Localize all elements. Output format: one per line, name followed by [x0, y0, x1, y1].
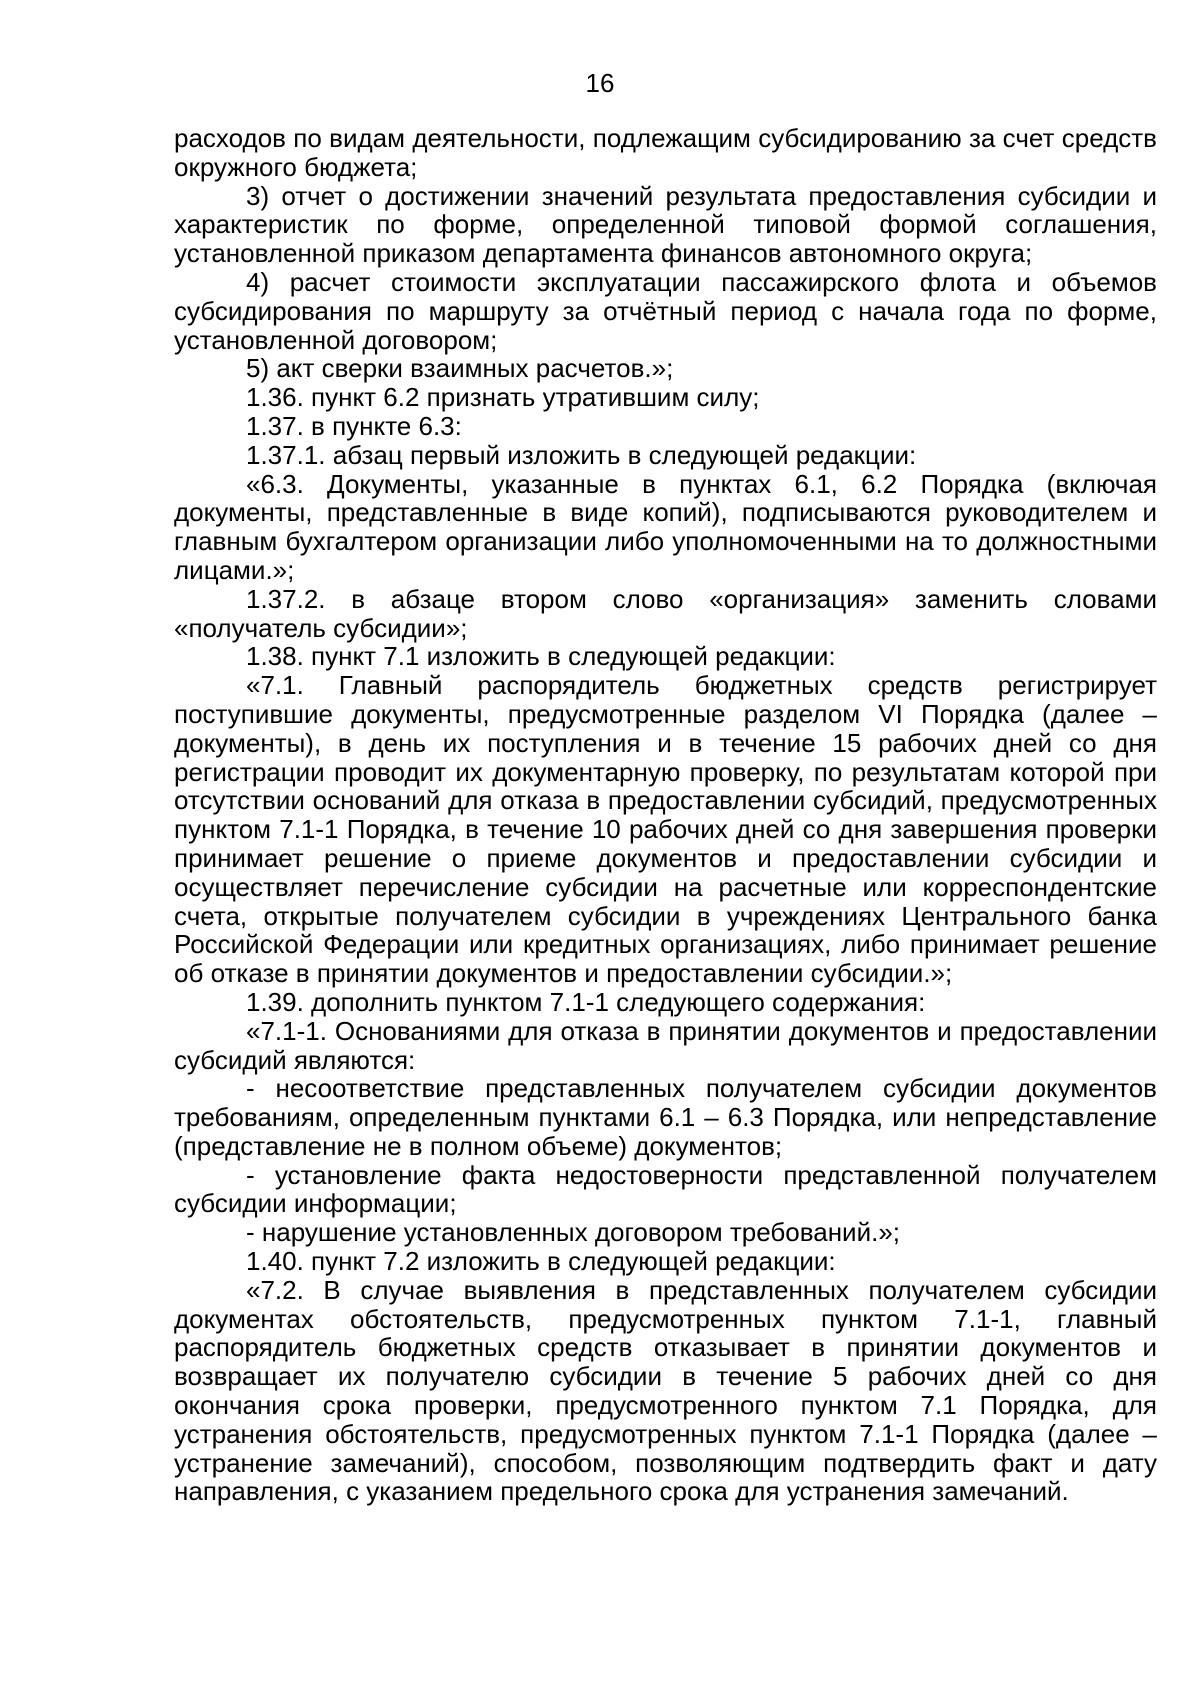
paragraph-3: 4) расчет стоимости эксплуатации пассажирского флота и объемов субсидирования по маршруту за отчётный период с начала года по форме, установленной договором;: [174, 266, 1157, 355]
paragraph-6: 1.37. в пункте 6.3:: [246, 410, 462, 441]
document-body: [174, 124, 1157, 1506]
paragraph-7: 1.37.1. абзац первый изложить в следующей редакции:: [246, 439, 917, 470]
paragraph-9: 1.37.2. в абзаце втором слово «организация» заменить словами «получатель субсидии»;: [174, 583, 1157, 643]
paragraph-14: - несоответствие представленных получателем субсидии документов требованиям, определенным пунктами 6.1 – 6.3 Порядка, или непредставление (представление не в полном объеме) документов;: [174, 1073, 1157, 1161]
paragraph-1: расходов по видам деятельности, подлежащим субсидированию за счет средств окружного бюджета;: [174, 123, 1157, 182]
paragraph-4: 5) акт сверки взаимных расчетов.»;: [246, 353, 674, 384]
paragraph-11: «7.1. Главный распорядитель бюджетных средств регистрирует поступившие документы, предусмотренные разделом VI Порядка (далее – документы), в день их поступления и в течение 15 рабочих дней со дня регистрации проводит их документарную проверку, по результатам которой при отсутствии оснований для отказа в предоставлении субсидий, предусмотренных пунктом 7.1-1 Порядка, в течение 10 рабочих дней со дня завершения проверки принимает решение о приеме документов и предоставлении субсидии и осуществляет перечисление субсидии на расчетные или корреспондентские счета, открытые получателем субсидии в учреждениях Центрального банка Российской Федерации или кредитных организациях, либо принимает решение об отказе в принятии документов и предоставлении субсидии.»;: [174, 670, 1157, 989]
paragraph-17: 1.40. пункт 7.2 изложить в следующей редакции:: [246, 1246, 836, 1277]
paragraph-15: - установление факта недостоверности представленной получателем субсидии информации;: [174, 1159, 1157, 1219]
paragraph-5: 1.36. пункт 6.2 признать утратившим силу;: [246, 382, 760, 413]
paragraph-13: «7.1-1. Основаниями для отказа в принятии документов и предоставлении субсидий являются:: [174, 1015, 1157, 1075]
paragraph-10: 1.38. пункт 7.1 изложить в следующей редакции:: [246, 641, 836, 672]
paragraph-16: - нарушение установленных договором требований.»;: [246, 1217, 901, 1248]
paragraph-2: 3) отчет о достижении значений результата предоставления субсидии и характеристик по форме, определенной типовой формой соглашения, установленной приказом департамента финансов автономного округа;: [174, 180, 1157, 269]
paragraph-8: «6.3. Документы, указанные в пунктах 6.1, 6.2 Порядка (включая документы, представленные в виде копий), подписываются руководителем и главным бухгалтером организации либо уполномоченными на то должностными лицами.»;: [174, 468, 1157, 585]
paragraph-18: «7.2. В случае выявления в представленных получателем субсидии документах обстоятельств, предусмотренных пунктом 7.1-1, главный распорядитель бюджетных средств отказывает в принятии документов и возвращает их получателю субсидии в течение 5 рабочих дней со дня окончания срока проверки, предусмотренного пунктом 7.1 Порядка, для устранения обстоятельств, предусмотренных пунктом 7.1-1 Порядка (далее – устранение замечаний), способом, позволяющим подтвердить факт и дату направления, с указанием предельного срока для устранения замечаний.: [174, 1274, 1157, 1507]
page-number: 16: [585, 68, 615, 98]
paragraph-12: 1.39. дополнить пунктом 7.1-1 следующего содержания:: [246, 986, 926, 1017]
